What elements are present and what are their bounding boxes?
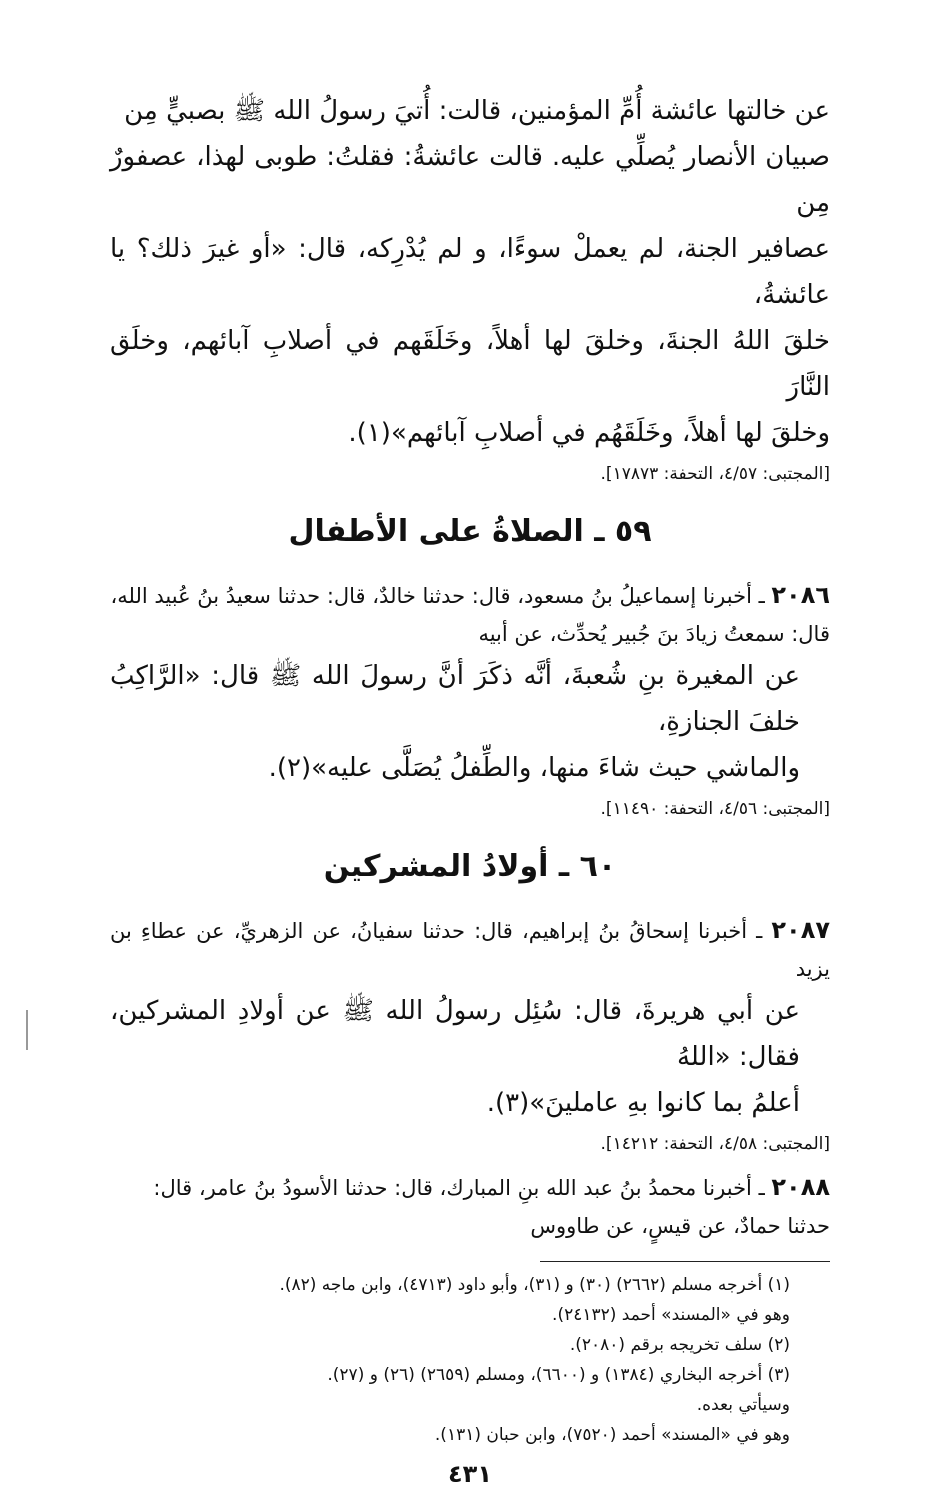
chapter-heading-59: ٥٩ ـ الصلاةُ على الأطفال — [288, 514, 652, 549]
isnad-text: حدثنا حمادٌ، عن قيسٍ، عن طاووس — [530, 1214, 830, 1238]
footnote: (٢) سلف تخريجه برقم (٢٠٨٠). — [569, 1335, 790, 1355]
text-line: صبيان الأنصار يُصلِّي عليه. قالت عائشةُ: فقلتُ: طوبى لهذا، عصفورٌ مِن — [110, 142, 830, 218]
scan-margin-mark — [26, 1010, 28, 1050]
matn-line: عن المغيرة بنِ شُعبةَ، أنَّه ذكَرَ أنَّ رسولَ الله ﷺ قال: «الرَّاكِبُ خلفَ الجنازةِ، — [110, 661, 800, 737]
page-body — [110, 88, 830, 1488]
isnad-text: ـ أخبرنا إسحاقُ بنُ إبراهيم، قال: حدثنا سفيانُ، عن الزهريِّ، عن عطاءِ بن يزيد — [110, 919, 830, 981]
reference-2: [المجتبى: ٤/٥٦، التحفة: ١١٤٩٠]. — [600, 799, 830, 819]
matn-line: عن أبي هريرةَ، قال: سُئِل رسولُ الله ﷺ عن أولادِ المشركين، فقال: «اللهُ — [110, 996, 800, 1072]
hadith-2088-isnad — [110, 1168, 830, 1245]
chapter-heading-60: ٦٠ ـ أولادُ المشركين — [323, 849, 617, 884]
isnad-text: ـ أخبرنا محمدُ بنُ عبد الله بنِ المبارك، قال: حدثنا الأسودُ بنُ عامر، قال: — [153, 1176, 772, 1200]
paragraph-aisha — [110, 88, 830, 456]
footnotes — [110, 1270, 830, 1450]
footnote: وسيأتي بعده. — [696, 1395, 790, 1415]
isnad-text: ـ أخبرنا إسماعيلُ بنُ مسعود، قال: حدثنا خالدٌ، قال: حدثنا سعيدُ بنُ عُبيد الله، — [110, 584, 772, 608]
hadith-2087-isnad — [110, 911, 830, 988]
footnote: وهو في «المسند» أحمد (٢٤١٣٢). — [552, 1305, 790, 1325]
matn-line: والماشي حيث شاءَ منها، والطِّفلُ يُصَلَّى عليه»(٢). — [268, 753, 800, 783]
hadith-2087-matn — [110, 988, 830, 1126]
text-line: وخلقَ لها أهلاً، وخَلَقَهُم في أصلابِ آبائهم»(١). — [348, 418, 830, 448]
reference-1: [المجتبى: ٤/٥٧، التحفة: ١٧٨٧٣]. — [600, 464, 830, 484]
text-line: عن خالتها عائشة أُمِّ المؤمنين، قالت: أُتيَ رسولُ الله ﷺ بصبيٍّ مِن — [124, 96, 830, 126]
isnad-text: قال: سمعتُ زيادَ بنَ جُبير يُحدِّث، عن أبيه — [478, 622, 830, 646]
hadith-2086-matn — [110, 653, 830, 791]
footnote: (١) أخرجه مسلم (٢٦٦٢) (٣٠) و (٣١)، وأبو داود (٤٧١٣)، وابن ماجه (٨٢). — [279, 1275, 790, 1295]
matn-line: أعلمُ بما كانوا بهِ عاملينَ»(٣). — [486, 1088, 800, 1118]
hadith-2086-isnad — [110, 576, 830, 653]
hadith-number: ٢٠٨٧ — [771, 916, 830, 944]
page-number: ٤٣١ — [448, 1460, 492, 1488]
reference-3: [المجتبى: ٤/٥٨، التحفة: ١٤٢١٢]. — [600, 1134, 830, 1154]
hadith-number: ٢٠٨٦ — [771, 581, 830, 609]
text-line: عصافير الجنة، لم يعملْ سوءًا، و لم يُدْرِكه، قال: «أو غيرَ ذلك؟ يا عائشةُ، — [110, 234, 830, 310]
footnote-divider — [540, 1261, 830, 1262]
hadith-number: ٢٠٨٨ — [771, 1173, 830, 1201]
footnote: (٣) أخرجه البخاري (١٣٨٤) و (٦٦٠٠)، ومسلم (٢٦٥٩) (٢٦) و (٢٧). — [327, 1365, 790, 1385]
text-line: خلقَ اللهُ الجنةَ، وخلقَ لها أهلاً، وخَلَقَهم في أصلابِ آبائهم، وخلَق النَّارَ — [110, 326, 830, 402]
footnote: وهو في «المسند» أحمد (٧٥٢٠)، وابن حبان (١٣١). — [434, 1425, 790, 1445]
